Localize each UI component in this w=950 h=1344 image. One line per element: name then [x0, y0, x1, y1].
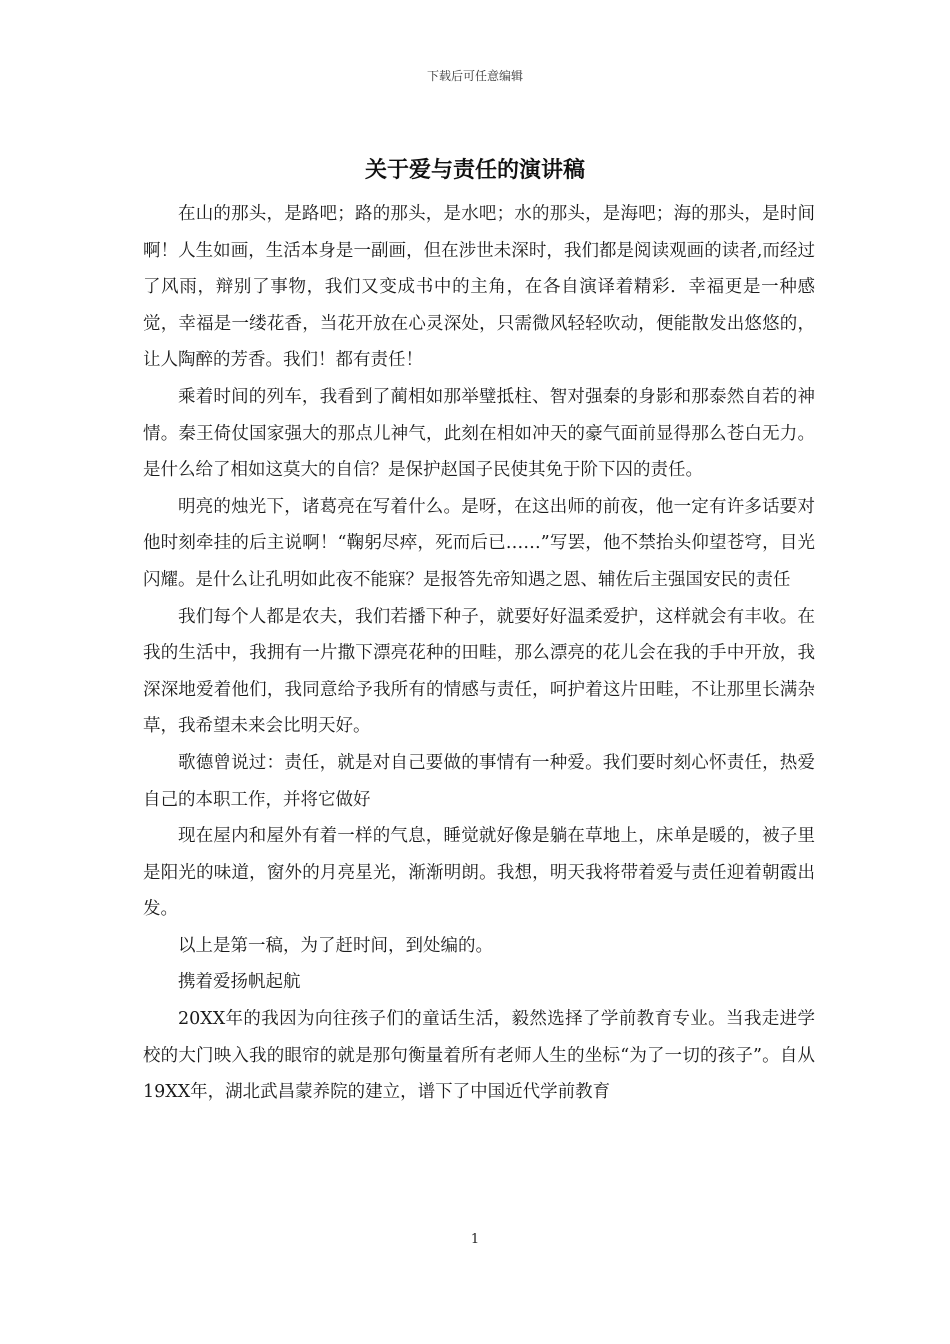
paragraph: 乘着时间的列车，我看到了蔺相如那举璧抵柱、智对强秦的身影和那泰然自若的神情。秦王倚仗国家强大的那点儿神气，此刻在相如冲天的豪气面前显得那么苍白无力。是什么给了相如这莫大的自信？是保护赵国子民使其免于阶下囚的责任。 [143, 386, 815, 481]
document-title: 关于爱与责任的演讲稿 [364, 157, 585, 183]
paragraph: 以上是第一稿，为了赶时间，到处编的。 [178, 935, 493, 956]
document-body [143, 196, 815, 1111]
paragraph: 明亮的烛光下，诸葛亮在写着什么。是呀，在这出师的前夜，他一定有许多话要对他时刻牵挂的后主说啊！“鞠躬尽瘁，死而后已……”写罢，他不禁抬头仰望苍穹，目光闪耀。是什么让孔明如此夜不能寐？是报答先帝知遇之恩、辅佐后主强国安民的责任 [143, 496, 815, 590]
page-number: 1 [470, 1232, 480, 1247]
paragraph: 在山的那头，是路吧；路的那头，是水吧；水的那头，是海吧；海的那头，是时间啊！人生如画，生活本身是一副画，但在涉世未深时，我们都是阅读观画的读者,而经过了风雨，辩别了事物，我们又变成书中的主角，在各自演译着精彩．幸福更是一种感觉，幸福是一缕花香，当花开放在心灵深处，只需微风轻轻吹动，便能散发出悠悠的，让人陶醉的芳香。我们！都有责任！ [143, 204, 815, 371]
paragraph: 20XX年的我因为向往孩子们的童话生活，毅然选择了学前教育专业。当我走进学校的大门映入我的眼帘的就是那句衡量着所有老师人生的坐标“为了一切的孩子”。自从19XX年，湖北武昌蒙养院的建立，谱下了中国近代学前教育 [143, 1009, 815, 1103]
paragraph: 我们每个人都是农夫，我们若播下种子，就要好好温柔爱护，这样就会有丰收。在我的生活中，我拥有一片撒下漂亮花种的田畦，那么漂亮的花儿会在我的手中开放，我深深地爱着他们，我同意给予我所有的情感与责任，呵护着这片田畦，不让那里长满杂草，我希望未来会比明天好。 [143, 606, 815, 737]
header-note: 下载后可任意编辑 [426, 69, 523, 83]
paragraph: 歌德曾说过：责任，就是对自己要做的事情有一种爱。我们要时刻心怀责任，热爱自己的本职工作，并将它做好 [143, 752, 815, 810]
paragraph: 现在屋内和屋外有着一样的气息，睡觉就好像是躺在草地上，床单是暖的，被子里是阳光的味道，窗外的月亮星光，渐渐明朗。我想，明天我将带着爱与责任迎着朝霞出发。 [143, 826, 815, 920]
section-heading: 携着爱扬帆起航 [178, 972, 301, 993]
